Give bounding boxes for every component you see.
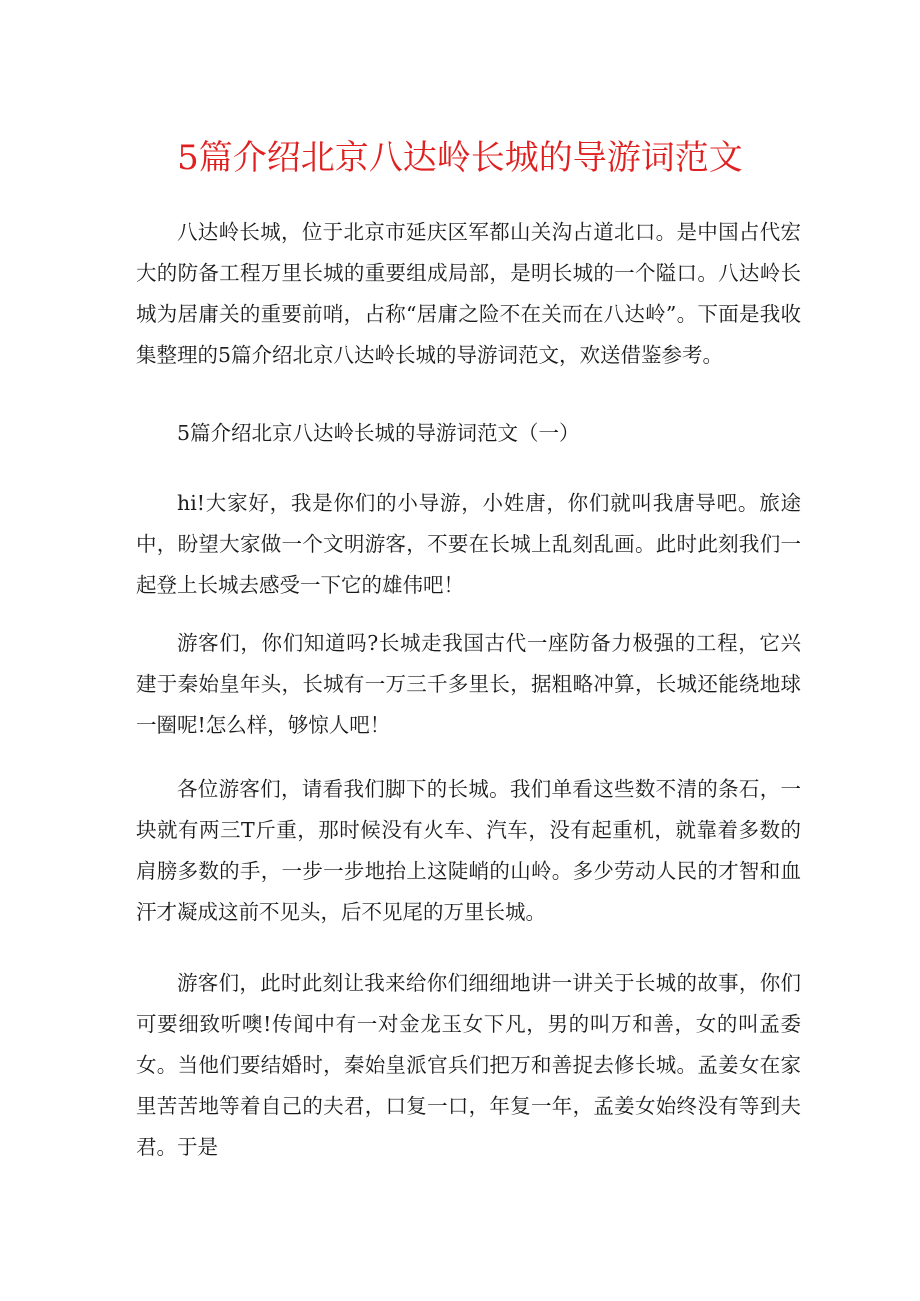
body-paragraph: 各位游客们，请看我们脚下的长城。我们单看这些数不清的条石，一块就有两三T斤重，那时候没有火车、汽车，没有起重机，就靠着多数的肩膀多数的手，一步一步地抬上这陡峭的山岭。多少劳动人民的才智和血汗才凝成这前不见头，后不见尾的万里长城。 bbox=[136, 777, 801, 924]
section-heading: 5篇介绍北京八达岭长城的导游词范文（一） bbox=[177, 421, 580, 445]
body-paragraph: 游客们，你们知道吗?长城走我国古代一座防备力极强的工程，它兴建于秦始皇年头，长城有一万三千多里长，据粗略冲算，长城还能绕地球一圈呢!怎么样，够惊人吧！ bbox=[136, 631, 801, 737]
body-paragraph: 游客们，此时此刻让我来给你们细细地讲一讲关于长城的故事，你们可要细致听噢!传闻中有一对金龙玉女下凡，男的叫万和善，女的叫孟委女。当他们要结婚时，秦始皇派官兵们把万和善捉去修长城。孟姜女在家里苦苦地等着自己的夫君，口复一口，年复一年，孟姜女始终没有等到夫君。于是 bbox=[136, 971, 801, 1159]
body-paragraph: hi!大家好，我是你们的小导游，小姓唐，你们就叫我唐导吧。旅途中，盼望大家做一个文明游客，不要在长城上乱刻乱画。此时此刻我们一起登上长城去感受一下它的雄伟吧！ bbox=[136, 491, 801, 597]
intro-paragraph: 八达岭长城，位于北京市延庆区军都山关沟占道北口。是中国占代宏大的防备工程万里长城的重要组成局部，是明长城的一个隘口。八达岭长城为居庸关的重要前哨，占称“居庸之险不在关而在八达岭”。下面是我收集整理的5篇介绍北京八达岭长城的导游词范文，欢送借鉴参考。 bbox=[136, 220, 801, 367]
document-title: 5篇介绍北京八达岭长城的导游词范文 bbox=[177, 138, 743, 178]
